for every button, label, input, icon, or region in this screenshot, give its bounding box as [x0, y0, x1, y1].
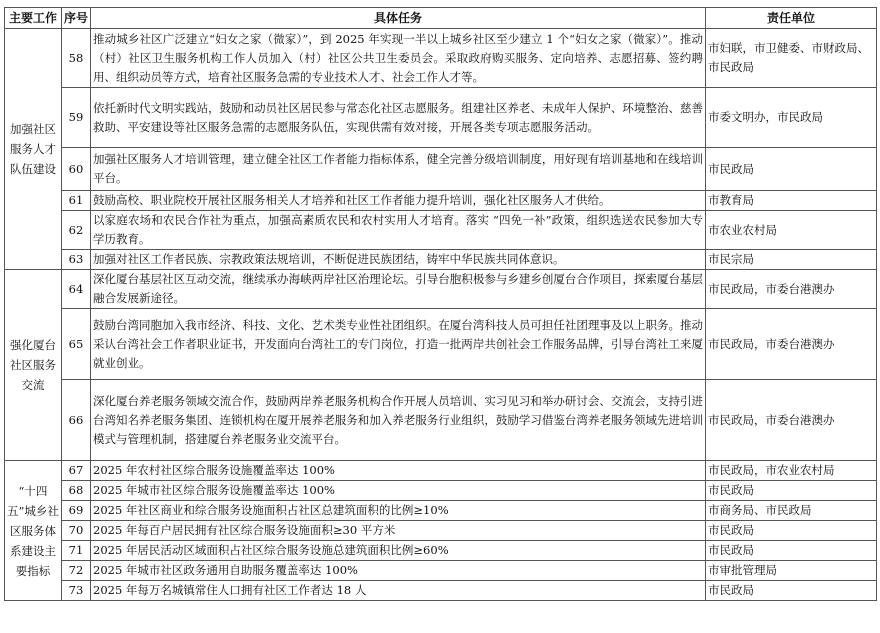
table-row [5, 211, 877, 250]
table-row [5, 541, 877, 561]
row-unit: 市民政局，市委台港澳办 [706, 380, 877, 461]
table-row [5, 521, 877, 541]
row-number: 60 [62, 148, 91, 191]
table-row [5, 380, 877, 461]
row-unit: 市民政局，市委台港澳办 [706, 270, 877, 309]
table-row [5, 191, 877, 211]
row-task: 加强社区服务人才培训管理，建立健全社区工作者能力指标体系，健全完善分级培训制度，用好现有培训基地和在线培训平台。 [91, 148, 706, 191]
row-task: 以家庭农场和农民合作社为重点，加强高素质农民和农村实用人才培育。落实 “四免一补”政策，组织选送农民参加大专学历教育。 [91, 211, 706, 250]
row-unit: 市民政局，市农业农村局 [706, 461, 877, 481]
row-unit: 市民政局 [706, 581, 877, 601]
header-unit: 责任单位 [706, 8, 877, 29]
row-task: 加强对社区工作者民族、宗教政策法规培训，不断促进民族团结，铸牢中华民族共同体意识。 [91, 250, 706, 270]
row-task: 2025 年城市社区政务通用自助服务覆盖率达 100% [91, 561, 706, 581]
header-row [5, 8, 877, 29]
row-unit: 市民政局 [706, 541, 877, 561]
table-row [5, 270, 877, 309]
row-task: 鼓励高校、职业院校开展社区服务相关人才培养和社区工作者能力提升培训，强化社区服务人才供给。 [91, 191, 706, 211]
row-task: 2025 年农村社区综合服务设施覆盖率达 100% [91, 461, 706, 481]
row-number: 67 [62, 461, 91, 481]
table-row [5, 481, 877, 501]
row-unit: 市教育局 [706, 191, 877, 211]
row-number: 71 [62, 541, 91, 561]
table-row [5, 581, 877, 601]
row-number: 72 [62, 561, 91, 581]
row-unit: 市民政局，市委台港澳办 [706, 309, 877, 380]
table-row [5, 88, 877, 148]
row-task: 深化厦台基层社区互动交流，继续承办海峡两岸社区治理论坛。引导台胞积极参与乡建乡创厦台合作项目，探索厦台基层融合发展新途径。 [91, 270, 706, 309]
row-number: 59 [62, 88, 91, 148]
row-task: 依托新时代文明实践站，鼓励和动员社区居民参与常态化社区志愿服务。组建社区养老、未成年人保护、环境整治、慈善救助、平安建设等社区服务急需的志愿服务队伍，实现供需有效对接，开展各类专项志愿服务活动。 [91, 88, 706, 148]
row-task: 2025 年社区商业和综合服务设施面积占社区总建筑面积的比例≥10% [91, 501, 706, 521]
header-main-work: 主要工作 [5, 8, 62, 29]
group-cell: “十四五”城乡社区服务体系建设主要指标 [5, 461, 62, 601]
table-row [5, 501, 877, 521]
row-number: 64 [62, 270, 91, 309]
row-task: 2025 年每百户居民拥有社区综合服务设施面积≥30 平方米 [91, 521, 706, 541]
row-unit: 市商务局、市民政局 [706, 501, 877, 521]
row-number: 58 [62, 29, 91, 88]
row-number: 65 [62, 309, 91, 380]
group-cell: 强化厦台社区服务交流 [5, 270, 62, 461]
row-number: 66 [62, 380, 91, 461]
group-cell: 加强社区服务人才队伍建设 [5, 29, 62, 270]
task-table [4, 7, 877, 601]
row-unit: 市民政局 [706, 148, 877, 191]
row-unit: 市审批管理局 [706, 561, 877, 581]
header-number: 序号 [62, 8, 91, 29]
table-body [5, 29, 877, 601]
row-unit: 市农业农村局 [706, 211, 877, 250]
table-row [5, 29, 877, 88]
row-task: 2025 年每万名城镇常住人口拥有社区工作者达 18 人 [91, 581, 706, 601]
table-row [5, 561, 877, 581]
table-row [5, 148, 877, 191]
row-number: 61 [62, 191, 91, 211]
row-unit: 市民政局 [706, 481, 877, 501]
row-number: 70 [62, 521, 91, 541]
row-number: 69 [62, 501, 91, 521]
row-task: 鼓励台湾同胞加入我市经济、科技、文化、艺术类专业性社团组织。在厦台湾科技人员可担任社团理事及以上职务。推动采认台湾社会工作者职业证书，开发面向台湾社工的专门岗位，打造一批两岸共创社会工作服务品牌，引导台湾社工来厦就业创业。 [91, 309, 706, 380]
table-row [5, 309, 877, 380]
row-task: 深化厦台养老服务领域交流合作，鼓励两岸养老服务机构合作开展人员培训、实习见习和举办研讨会、交流会，支持引进台湾知名养老服务集团、连锁机构在厦开展养老服务和加入养老服务行业组织，鼓励学习借鉴台湾养老服务领域先进培训模式与管理机制，搭建厦台养老服务业交流平台。 [91, 380, 706, 461]
header-task: 具体任务 [91, 8, 706, 29]
row-number: 68 [62, 481, 91, 501]
row-number: 63 [62, 250, 91, 270]
row-unit: 市委文明办，市民政局 [706, 88, 877, 148]
row-number: 73 [62, 581, 91, 601]
row-task: 2025 年居民活动区域面积占社区综合服务设施总建筑面积比例≥60% [91, 541, 706, 561]
row-task: 2025 年城市社区综合服务设施覆盖率达 100% [91, 481, 706, 501]
row-task: 推动城乡社区广泛建立“妇女之家（微家）”，到 2025 年实现一半以上城乡社区至少建立 1 个“妇女之家（微家）”。推动（村）社区卫生服务机构工作人员加入（村）社区公共卫生委员会。采取政府购买服务、定向培养、志愿招募、签约聘用、组织动员等方式，培育社区服务急需的专业技术人才、社会工作人才等。 [91, 29, 706, 88]
row-number: 62 [62, 211, 91, 250]
row-unit: 市妇联，市卫健委、市财政局、市民政局 [706, 29, 877, 88]
row-unit: 市民宗局 [706, 250, 877, 270]
row-unit: 市民政局 [706, 521, 877, 541]
table-row [5, 461, 877, 481]
table-row [5, 250, 877, 270]
